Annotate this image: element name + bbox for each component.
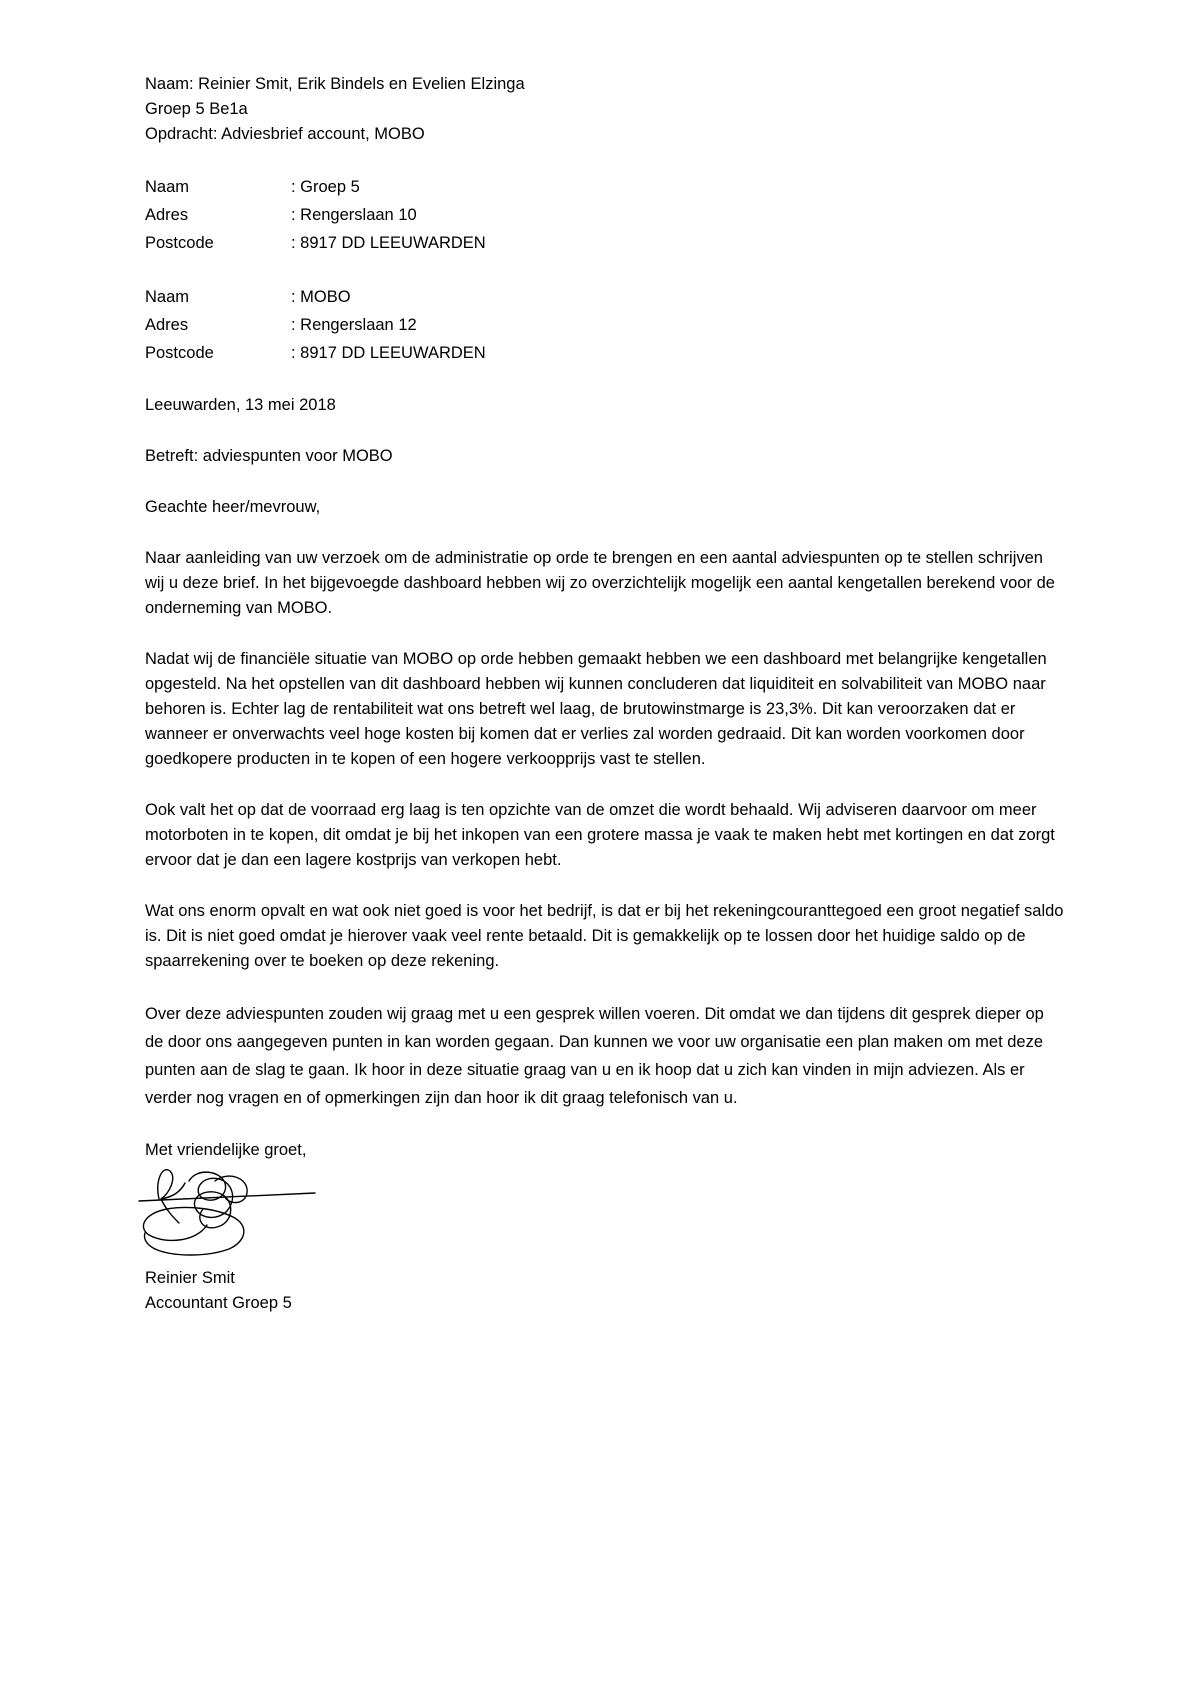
address-label: Naam	[145, 178, 190, 196]
body-paragraph: Wat ons enorm opvalt en wat ook niet goed is voor het bedrijf, is dat er bij het rekeningcouranttegoed een groot negatief saldo is. Dit is niet goed omdat je hierover vaak veel rente betaald. Dit is gemakkelijk op te lossen door het huidige saldo op de spaarrekening over te boeken op deze rekening.	[145, 902, 1064, 970]
body-paragraph: Over deze adviespunten zouden wij graag met u een gesprek willen voeren. Dit omdat we dan tijdens dit gesprek dieper op de door ons aangegeven punten in kan worden gegaan. Dan kunnen we voor uw organisatie een plan maken om met deze punten aan de slag te gaan. Ik hoor in deze situatie graag van u en ik hoop dat u zich kan vinden in mijn adviezen. Als er verder nog vragen en of opmerkingen zijn dan hoor ik dit graag telefonisch van u.	[145, 1005, 1044, 1107]
sender-name-row	[145, 173, 1065, 201]
address-label: Adres	[145, 206, 189, 224]
address-label: Naam	[145, 288, 190, 306]
recipient-name-row	[145, 283, 1065, 311]
signer-name: Reinier Smit	[145, 1269, 235, 1287]
body-paragraph: Nadat wij de financiële situatie van MOBO op orde hebben gemaakt hebben we een dashboard met belangrijke kengetallen opgesteld. Na het opstellen van dit dashboard hebben wij kunnen concluderen dat liquiditeit en solvabiliteit van MOBO naar behoren is. Echter lag de rentabiliteit wat ons betreft wel laag, de brutowinstmarge is 23,3%. Dit kan veroorzaken dat er wanneer er onverwachts veel hoge kosten bij komen dat er verlies zal worden gedraaid. Dit kan worden voorkomen door goedkopere producten in te kopen of een hogere verkoopprijs vast te stellen.	[145, 650, 1047, 768]
sender-address-block	[145, 173, 1065, 257]
letter-header	[145, 72, 1065, 147]
letter-page	[145, 72, 1065, 1316]
recipient-postcode-row	[145, 339, 1065, 367]
address-label: Adres	[145, 316, 189, 334]
closing: Met vriendelijke groet,	[145, 1141, 307, 1159]
handwritten-signature	[137, 1161, 327, 1266]
header-names: Naam: Reinier Smit, Erik Bindels en Evelien Elzinga	[145, 75, 525, 93]
address-value: : Groep 5	[291, 178, 360, 196]
header-group: Groep 5 Be1a	[145, 100, 248, 118]
place-date: Leeuwarden, 13 mei 2018	[145, 396, 336, 414]
header-assignment: Opdracht: Adviesbrief account, MOBO	[145, 125, 425, 143]
address-value: : 8917 DD LEEUWARDEN	[291, 344, 486, 362]
body-paragraph: Ook valt het op dat de voorraad erg laag is ten opzichte van de omzet die wordt behaald. Wij adviseren daarvoor om meer motorboten in te kopen, dit omdat je bij het inkopen van een grotere massa je vaak te maken hebt met kortingen en dat zorgt ervoor dat je dan een lagere kostprijs van verkopen hebt.	[145, 801, 1055, 869]
subject-line: Betreft: adviespunten voor MOBO	[145, 447, 393, 465]
salutation: Geachte heer/mevrouw,	[145, 498, 321, 516]
address-value: : Rengerslaan 10	[291, 206, 417, 224]
address-value: : MOBO	[291, 288, 351, 306]
address-value: : 8917 DD LEEUWARDEN	[291, 234, 486, 252]
body-paragraph: Naar aanleiding van uw verzoek om de administratie op orde te brengen en een aantal adviespunten op te stellen schrijven wij u deze brief. In het bijgevoegde dashboard hebben wij zo overzichtelijk mogelijk een aantal kengetallen berekend voor de onderneming van MOBO.	[145, 549, 1055, 617]
recipient-address-row	[145, 311, 1065, 339]
sender-postcode-row	[145, 229, 1065, 257]
recipient-address-block	[145, 283, 1065, 367]
sender-address-row	[145, 201, 1065, 229]
address-label: Postcode	[145, 344, 214, 362]
signer-title: Accountant Groep 5	[145, 1294, 292, 1312]
address-value: : Rengerslaan 12	[291, 316, 417, 334]
address-label: Postcode	[145, 234, 214, 252]
